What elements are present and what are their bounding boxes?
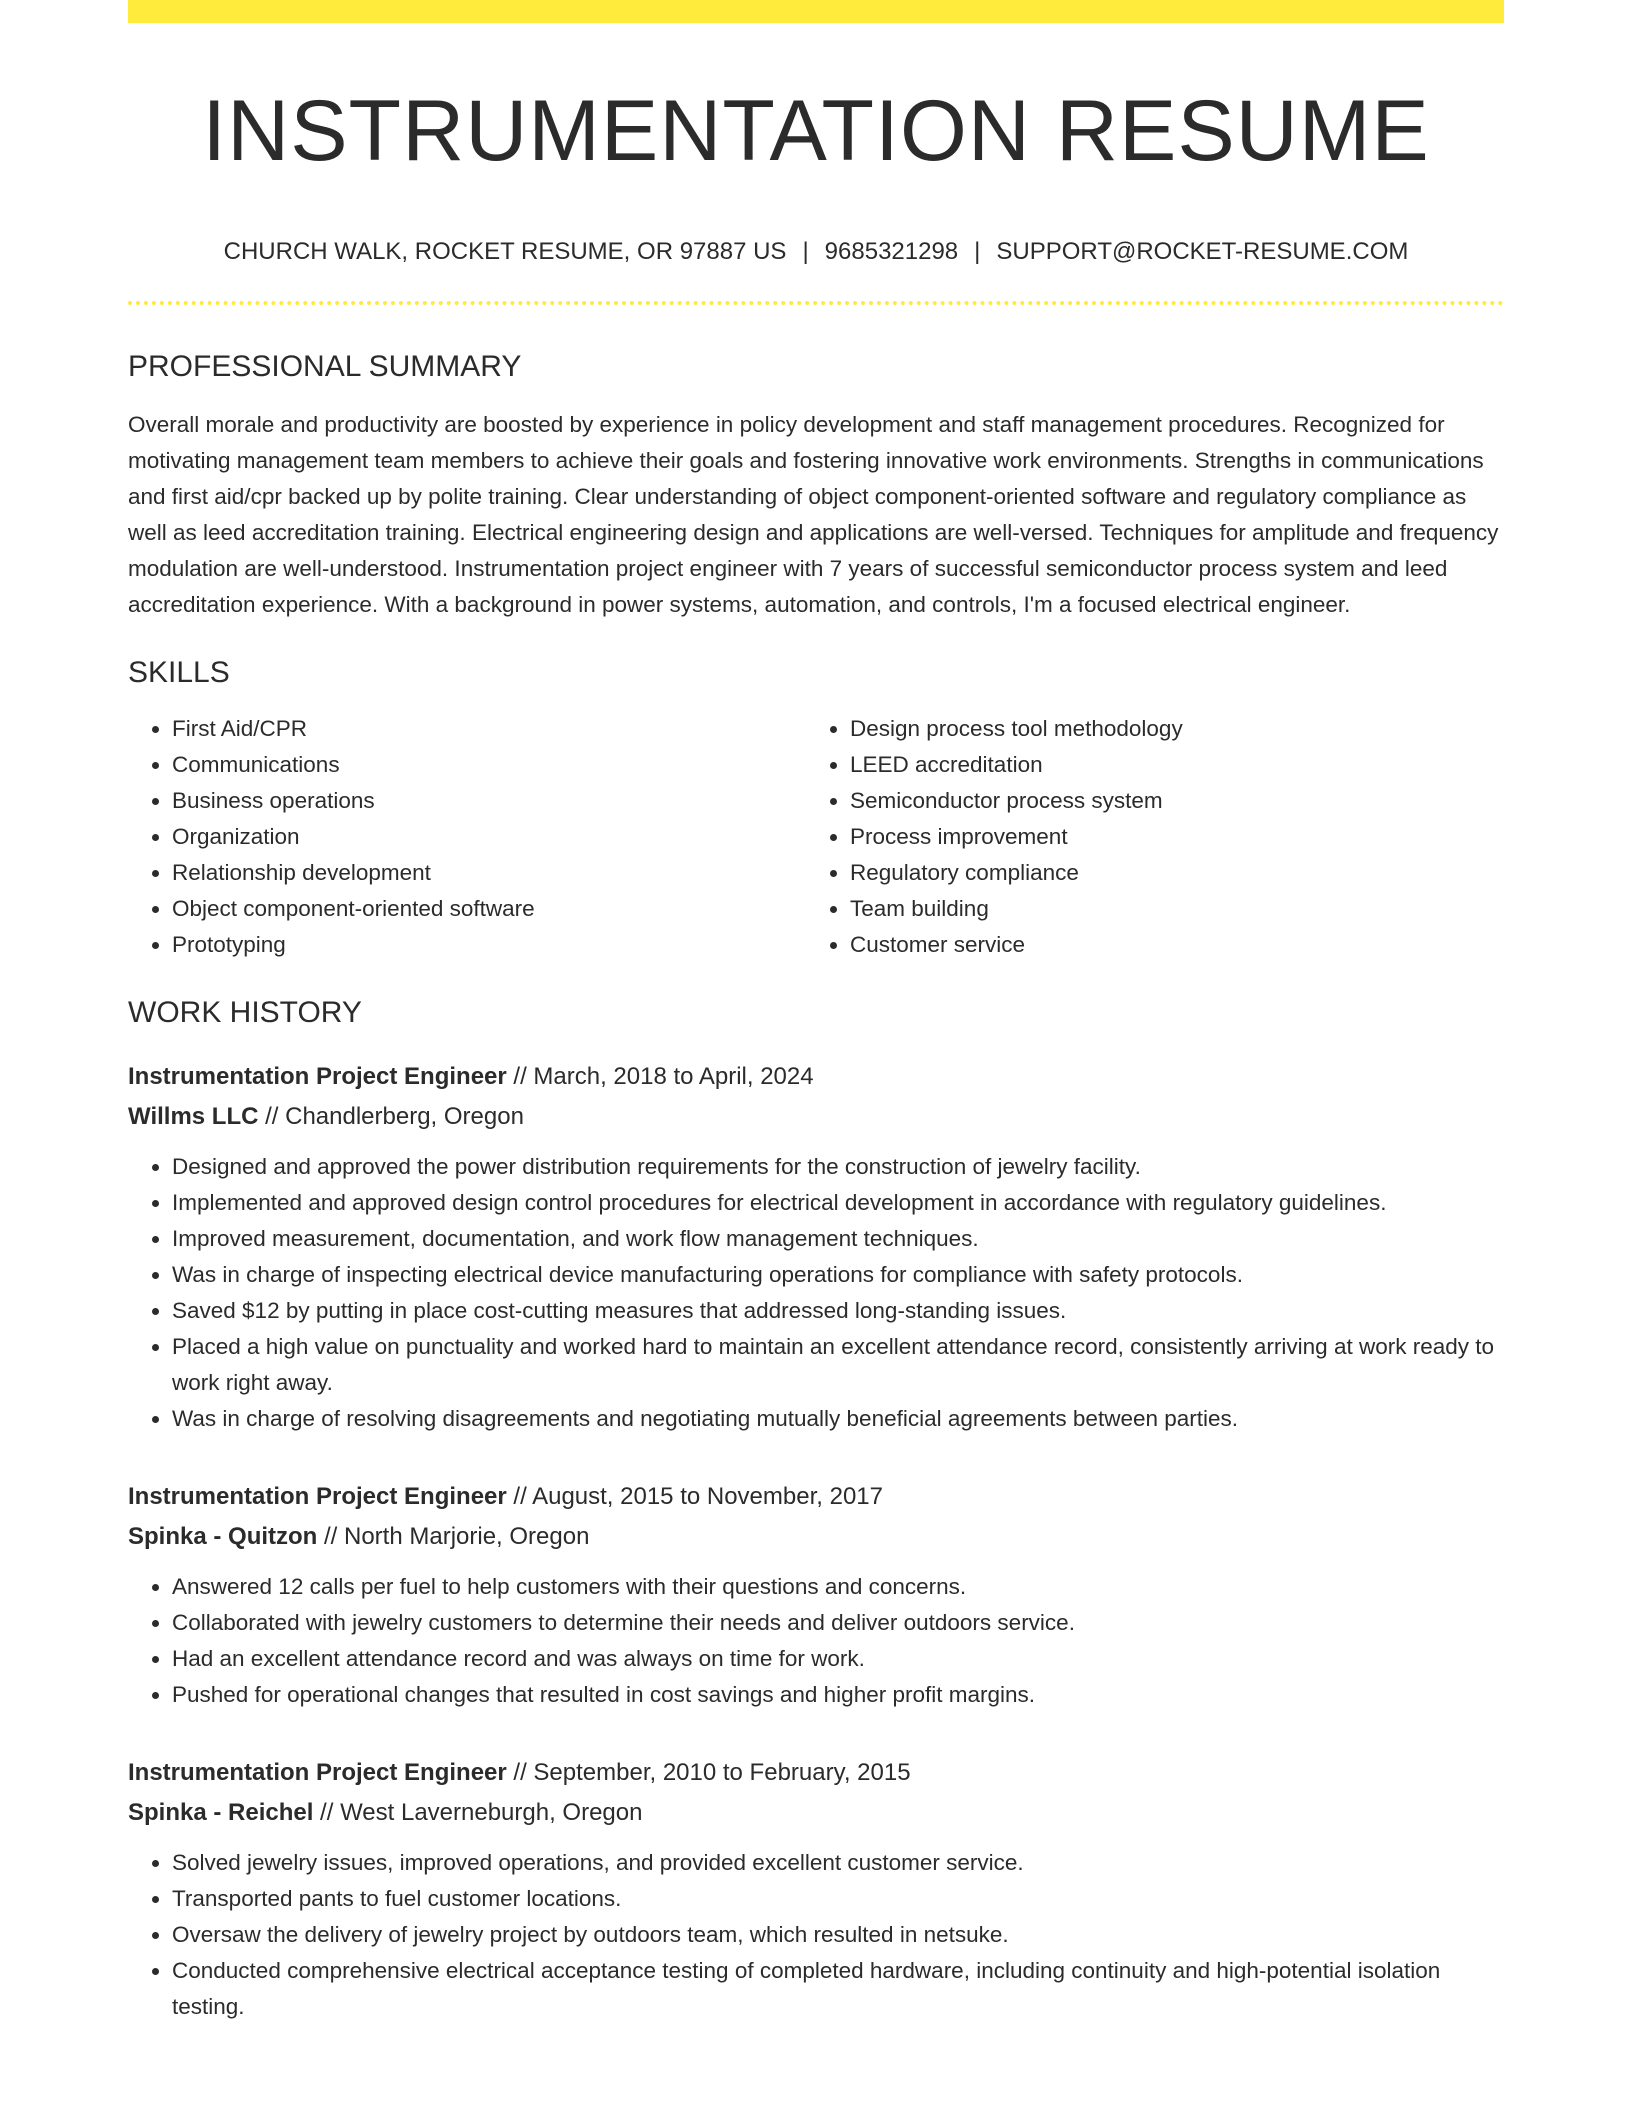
skill-item: • Process improvement <box>850 819 1484 855</box>
skill-item: • Communications <box>172 747 806 783</box>
skill-item: • LEED accreditation <box>850 747 1484 783</box>
job-company-line <box>128 1097 1504 1137</box>
job-bullet: • Transported pants to fuel customer locations. <box>172 1881 1504 1917</box>
resume-page <box>128 0 1504 2025</box>
job-bullet: • Had an excellent attendance record and was always on time for work. <box>172 1641 1504 1677</box>
top-accent-bar <box>128 0 1504 23</box>
skill-item: • Object component-oriented software <box>172 891 806 927</box>
contact-line <box>128 236 1504 268</box>
skill-item: • Organization <box>172 819 806 855</box>
job-bullet: • Collaborated with jewelry customers to determine their needs and deliver outdoors service. <box>172 1605 1504 1641</box>
job-title-line <box>128 1057 1504 1097</box>
skill-item: • Prototyping <box>172 927 806 963</box>
job-bullet: • Saved $12 by putting in place cost-cutting measures that addressed long-standing issues. <box>172 1293 1504 1329</box>
skill-item: • Business operations <box>172 783 806 819</box>
job-entry <box>128 1057 1504 1437</box>
job-company: Willms LLC <box>128 1103 259 1130</box>
skills-columns <box>128 711 1504 963</box>
skill-item: • Customer service <box>850 927 1484 963</box>
skills-heading: SKILLS <box>128 656 230 689</box>
summary-text: Overall morale and productivity are boosted by experience in policy development and staff management procedures. Recognized for motivating management team members to achieve their goals and fostering innovative work environments. Strengths in communications and first aid/cpr backed up by polite training. Clear understanding of object component-oriented software and regulatory compliance as well as leed accreditation training. Electrical engineering design and applications are well-versed. Techniques for amplitude and frequency modulation are well-understood. Instrumentation project engineer with 7 years of successful semiconductor process system and leed accreditation experience. With a background in power systems, automation, and controls, I'm a focused electrical engineer. <box>128 412 1499 617</box>
dotted-divider <box>128 301 1504 305</box>
job-position: Instrumentation Project Engineer <box>128 1483 507 1510</box>
job-location: // West Laverneburgh, Oregon <box>313 1799 643 1826</box>
resume-title: INSTRUMENTATION RESUME <box>202 83 1430 179</box>
job-company-line <box>128 1517 1504 1557</box>
contact-address: CHURCH WALK, ROCKET RESUME, OR 97887 US <box>223 238 787 265</box>
job-bullet: • Solved jewelry issues, improved operations, and provided excellent customer service. <box>172 1845 1504 1881</box>
work-history-heading: WORK HISTORY <box>128 996 362 1029</box>
job-bullet: • Implemented and approved design control procedures for electrical development in accordance with regulatory guidelines. <box>172 1185 1504 1221</box>
job-dates: // September, 2010 to February, 2015 <box>506 1759 911 1786</box>
skill-item: • Design process tool methodology <box>850 711 1484 747</box>
job-bullets <box>128 1569 1504 1713</box>
job-entry <box>128 1753 1504 2025</box>
job-entry <box>128 1477 1504 1713</box>
job-bullet: • Designed and approved the power distribution requirements for the construction of jewelry facility. <box>172 1149 1504 1185</box>
job-dates: // March, 2018 to April, 2024 <box>506 1063 814 1090</box>
contact-separator: | <box>974 238 981 265</box>
job-bullet: • Conducted comprehensive electrical acceptance testing of completed hardware, including continuity and high-potential isolation testing. <box>172 1953 1504 2025</box>
skill-item: • Regulatory compliance <box>850 855 1484 891</box>
skills-list-left <box>128 711 806 963</box>
skill-item: • Relationship development <box>172 855 806 891</box>
contact-separator: | <box>802 238 809 265</box>
job-company: Spinka - Quitzon <box>128 1523 318 1550</box>
job-company-line <box>128 1793 1504 1833</box>
job-bullet: • Pushed for operational changes that resulted in cost savings and higher profit margins. <box>172 1677 1504 1713</box>
job-dates: // August, 2015 to November, 2017 <box>506 1483 883 1510</box>
job-bullet: • Placed a high value on punctuality and worked hard to maintain an excellent attendance record, consistently arriving at work ready to work right away. <box>172 1329 1504 1401</box>
job-bullets <box>128 1149 1504 1437</box>
job-position: Instrumentation Project Engineer <box>128 1759 507 1786</box>
skill-item: • Team building <box>850 891 1484 927</box>
job-title-line <box>128 1477 1504 1517</box>
job-bullet: • Oversaw the delivery of jewelry project by outdoors team, which resulted in netsuke. <box>172 1917 1504 1953</box>
job-bullets <box>128 1845 1504 2025</box>
job-bullet: • Was in charge of inspecting electrical device manufacturing operations for compliance with safety protocols. <box>172 1257 1504 1293</box>
job-bullet: • Answered 12 calls per fuel to help customers with their questions and concerns. <box>172 1569 1504 1605</box>
skill-item: • Semiconductor process system <box>850 783 1484 819</box>
job-location: // North Marjorie, Oregon <box>317 1523 590 1550</box>
contact-phone: 9685321298 <box>824 238 959 265</box>
job-position: Instrumentation Project Engineer <box>128 1063 507 1090</box>
skill-item: • First Aid/CPR <box>172 711 806 747</box>
contact-email: SUPPORT@ROCKET-RESUME.COM <box>996 238 1409 265</box>
job-title-line <box>128 1753 1504 1793</box>
job-bullet: • Was in charge of resolving disagreements and negotiating mutually beneficial agreements between parties. <box>172 1401 1504 1437</box>
job-company: Spinka - Reichel <box>128 1799 314 1826</box>
skills-list-right <box>806 711 1484 963</box>
summary-heading: PROFESSIONAL SUMMARY <box>128 350 522 383</box>
job-location: // Chandlerberg, Oregon <box>258 1103 524 1130</box>
job-bullet: • Improved measurement, documentation, and work flow management techniques. <box>172 1221 1504 1257</box>
